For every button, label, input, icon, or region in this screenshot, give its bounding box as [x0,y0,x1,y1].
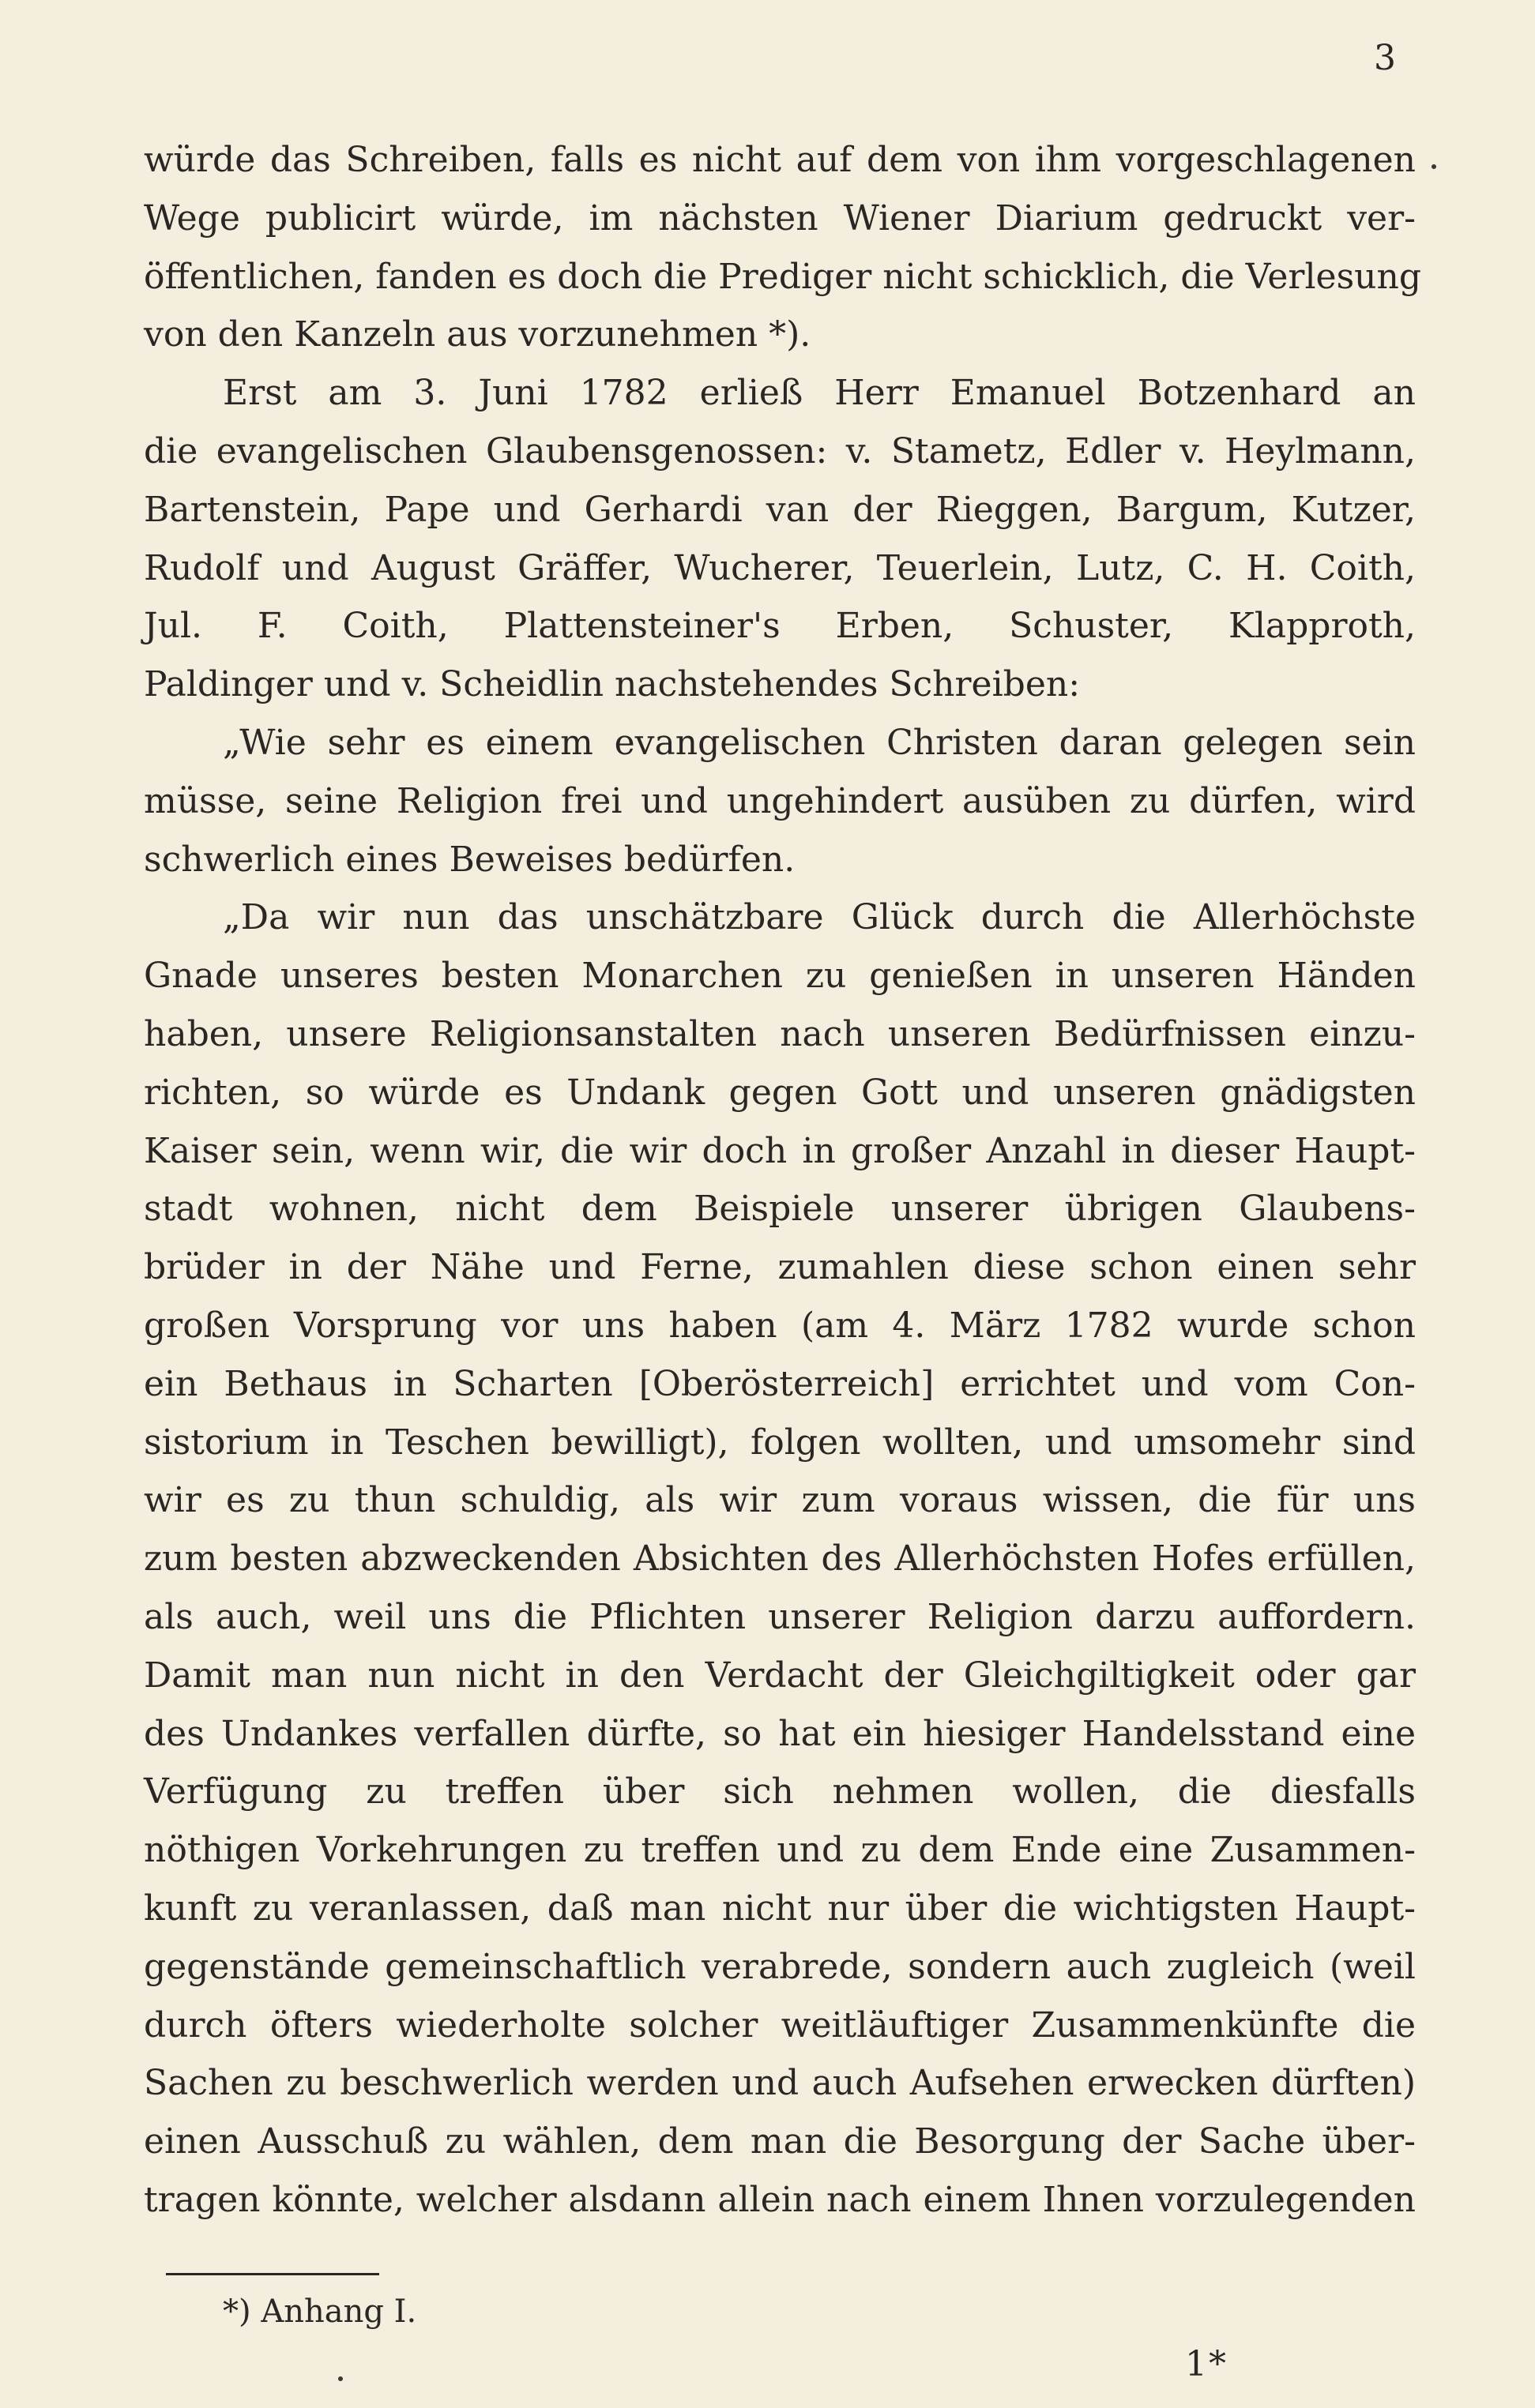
text-line: öffentlichen, fanden es doch die Prediger nicht schicklich, die Verlesung [144,256,1421,297]
text-line: „Wie sehr es einem evangelischen Christen daran gelegen sein [223,722,1416,763]
text-line: richten, so würde es Undank gegen Gott und unseren gnädigsten [144,1072,1416,1113]
text-line: „Da wir nun das unschätzbare Glück durch die Allerhöchste [223,897,1416,938]
text-line: haben, unsere Religionsanstalten nach unseren Bedürfnissen einzu- [144,1013,1416,1054]
text-line: würde das Schreiben, falls es nicht auf dem von ihm vorgeschlagenen [144,140,1416,180]
text-line: Jul. F. Coith, Plattensteiner's Erben, Schuster, Klapproth, [144,606,1416,647]
body-text [144,131,1421,2230]
text-line: Rudolf und August Gräffer, Wucherer, Teuerlein, Lutz, C. H. Coith, [144,547,1416,588]
text-line: großen Vorsprung vor uns haben (am 4. März 1782 wurde schon [144,1305,1416,1346]
text-line: kunft zu veranlassen, daß man nicht nur über die wichtigsten Haupt- [144,1888,1416,1929]
text-line: die evangelischen Glaubensgenossen: v. Stametz, Edler v. Heylmann, [144,430,1416,471]
text-line: zum besten abzweckenden Absichten des Allerhöchsten Hofes erfüllen, [144,1538,1416,1580]
text-line: ein Bethaus in Scharten [Oberösterreich] errichtet und vom Con- [144,1363,1416,1404]
text-line: tragen könnte, welcher alsdann allein nach einem Ihnen vorzulegenden [144,2179,1416,2220]
text-line: müsse, seine Religion frei und ungehindert ausüben zu dürfen, wird [144,780,1416,821]
text-line: Sachen zu beschwerlich werden und auch Aufsehen erwecken dürften) [144,2063,1416,2104]
text-line: brüder in der Nähe und Ferne, zumahlen diese schon einen sehr [144,1247,1416,1288]
print-speck [338,2376,343,2381]
signature-mark: 1* [1185,2344,1228,2384]
text-line: gegenstände gemeinschaftlich verabrede, sondern auch zugleich (weil [144,1946,1416,1987]
text-line: durch öfters wiederholte solcher weitläuftiger Zusammenkünfte die [144,2004,1416,2045]
text-line: schwerlich eines Beweises bedürfen. [144,839,796,880]
text-line: Paldinger und v. Scheidlin nachstehendes Schreiben: [144,664,1081,705]
footnote: *) Anhang I. [223,2293,417,2330]
text-line: Kaiser sein, wenn wir, die wir doch in großer Anzahl in dieser Haupt- [144,1130,1416,1171]
text-line: sistorium in Teschen bewilligt), folgen wollten, und umsomehr sind [144,1422,1416,1463]
text-line: nöthigen Vorkehrungen zu treffen und zu dem Ende eine Zusammen- [144,1830,1416,1871]
print-speck [1432,164,1436,169]
text-line: Damit man nun nicht in den Verdacht der Gleichgiltigkeit oder gar [144,1655,1416,1696]
text-line: als auch, weil uns die Pflichten unserer Religion darzu auffordern. [144,1596,1416,1637]
text-line: Gnade unseres besten Monarchen zu genießen in unseren Händen [144,956,1416,997]
text-line: Wege publicirt würde, im nächsten Wiener Diarium gedruckt ver- [144,197,1416,239]
text-line: Erst am 3. Juni 1782 erließ Herr Emanuel Botzenhard an [223,373,1416,414]
text-line: Bartenstein, Pape und Gerhardi van der Rieggen, Bargum, Kutzer, [144,489,1416,530]
page-number: 3 [1374,38,1397,78]
text-line: von den Kanzeln aus vorzunehmen *). [144,314,811,355]
text-line: Verfügung zu treffen über sich nehmen wollen, die diesfalls [144,1771,1416,1813]
footnote-divider [166,2273,379,2275]
text-line: einen Ausschuß zu wählen, dem man die Besorgung der Sache über- [144,2121,1416,2162]
text-line: wir es zu thun schuldig, als wir zum voraus wissen, die für uns [144,1480,1416,1521]
text-line: des Undankes verfallen dürfte, so hat ein hiesiger Handelsstand eine [144,1713,1416,1754]
text-line: stadt wohnen, nicht dem Beispiele unserer übrigen Glaubens- [144,1189,1416,1230]
